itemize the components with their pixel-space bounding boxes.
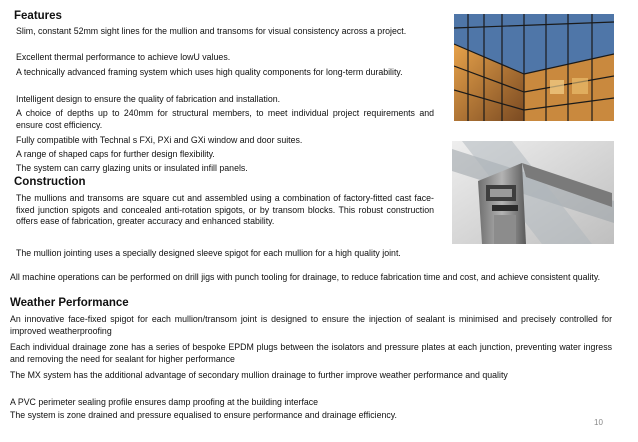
weather-item-4: A PVC perimeter sealing profile ensures damp proofing at the building interface — [10, 397, 319, 407]
construction-item-2: The mullion jointing uses a specially designed sleeve spigot for each mullion for a high quality joint. — [16, 248, 401, 258]
construction-item-3: All machine operations can be performed on drill jigs with punch tooling for drainage, to reduce fabrication time and cost, and achieve consistent quality. — [10, 272, 601, 282]
curtain-wall-facade-photo — [454, 14, 614, 121]
weather-item-2: Each individual drainage zone has a series of bespoke EPDM plugs between the isolators and pressure plates at each junction, preventing water ingress and removing the need for sealant for higher performance — [10, 342, 612, 364]
features-item-1: Slim, constant 52mm sight lines for the mullion and transoms for visual consistency across a project. — [16, 26, 407, 36]
features-item-4: Intelligent design to ensure the quality of fabrication and installation. — [16, 94, 281, 104]
features-item-2: Excellent thermal performance to achieve lowU values. — [16, 52, 231, 62]
features-item-7: A range of shaped caps for further design flexibility. — [16, 149, 215, 159]
construction-heading: Construction — [14, 176, 86, 188]
features-heading: Features — [14, 10, 62, 22]
features-item-6: Fully compatible with Technal s FXi, PXi and GXi window and door suites. — [16, 135, 303, 145]
facade-illustration — [454, 14, 614, 121]
weather-heading: Weather Performance — [10, 297, 129, 309]
features-item-8: The system can carry glazing units or insulated infill panels. — [16, 163, 248, 173]
page-number: 10 — [594, 418, 603, 427]
mullion-profile-illustration — [452, 141, 614, 244]
mullion-profile-photo — [452, 141, 614, 244]
features-item-5: A choice of depths up to 240mm for structural members, to meet individual project requirements and ensure cost efficiency. — [16, 108, 434, 130]
weather-item-1: An innovative face-fixed spigot for each mullion/transom joint is designed to ensure the injection of sealant is minimised and precisely controlled for improved weatherproofing — [10, 314, 612, 336]
weather-item-5: The system is zone drained and pressure equalised to ensure performance and drainage efficiency. — [10, 410, 397, 420]
construction-item-1: The mullions and transoms are square cut and assembled using a combination of factory-fitted cast face-fixed junction spigots and concealed anti-rotation spigots, or by transom blocks. This robust construction offers ease of fabrication, greater accuracy and enhanced stability. — [16, 193, 434, 227]
features-item-3: A technically advanced framing system which uses high quality components for long-term durability. — [16, 67, 403, 77]
weather-item-3: The MX system has the additional advantage of secondary mullion drainage to further improve weather performance and quality — [10, 370, 508, 380]
